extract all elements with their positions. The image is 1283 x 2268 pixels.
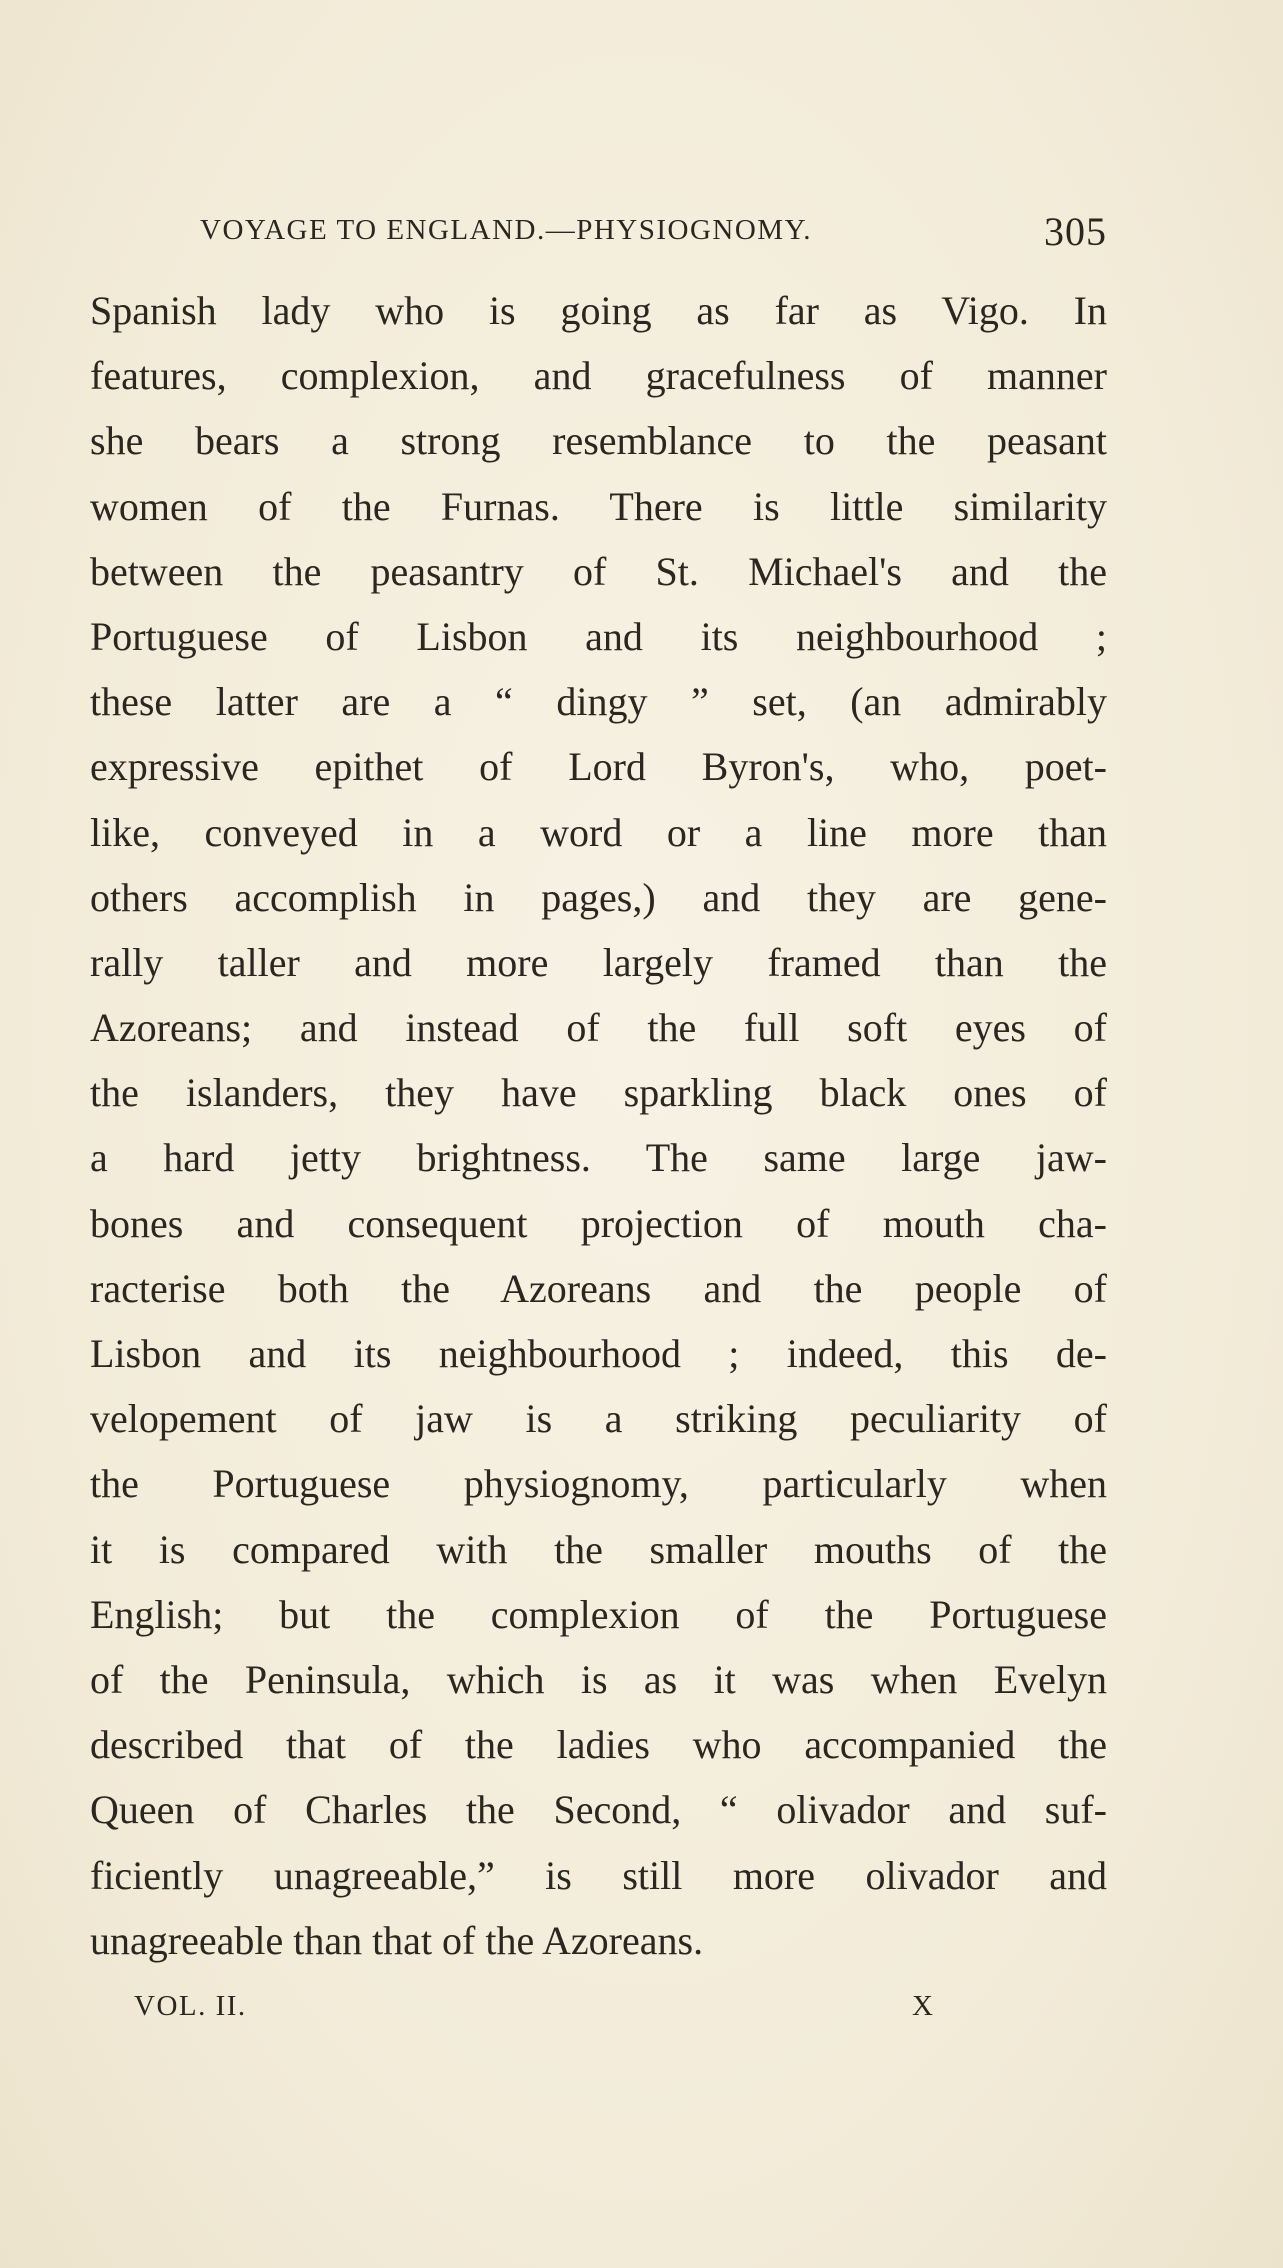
text-line: expressive epithet of Lord Byron's, who, poet- <box>90 744 1107 790</box>
running-title: VOYAGE TO ENGLAND.—PHYSIOGNOMY. <box>200 214 813 246</box>
signature-mark: X <box>912 1990 933 2022</box>
body-text <box>90 278 1107 1973</box>
text-line: the islanders, they have sparkling black ones of <box>90 1070 1107 1116</box>
text-line: velopement of jaw is a striking peculiarity of <box>90 1396 1107 1442</box>
text-line: Azoreans; and instead of the full soft eyes of <box>90 1005 1107 1051</box>
volume-label: VOL. II. <box>134 1990 247 2022</box>
text-line: it is compared with the smaller mouths of the <box>90 1526 1107 1572</box>
text-line: ficiently unagreeable,” is still more olivador and <box>90 1852 1107 1898</box>
text-line: Queen of Charles the Second, “ olivador and suf- <box>90 1787 1107 1833</box>
text-line: these latter are a “ dingy ” set, (an admirably <box>90 679 1107 725</box>
text-line: unagreeable than that of the Azoreans. <box>90 1917 704 1963</box>
text-line: between the peasantry of St. Michael's and the <box>90 548 1107 594</box>
text-line: rally taller and more largely framed than the <box>90 939 1107 985</box>
text-line: a hard jetty brightness. The same large jaw- <box>90 1135 1107 1181</box>
text-line: Spanish lady who is going as far as Vigo. In <box>90 288 1107 333</box>
text-line: the Portuguese physiognomy, particularly when <box>90 1461 1107 1507</box>
text-line: she bears a strong resemblance to the peasant <box>90 418 1107 464</box>
page-number: 305 <box>1044 209 1107 254</box>
running-head <box>90 208 1107 268</box>
text-line: others accomplish in pages,) and they are gene- <box>90 874 1107 920</box>
page-footer <box>90 1990 1107 2040</box>
text-line: features, complexion, and gracefulness of manner <box>90 353 1107 399</box>
text-line: Lisbon and its neighbourhood ; indeed, this de- <box>90 1331 1107 1376</box>
text-line: English; but the complexion of the Portuguese <box>90 1591 1107 1637</box>
text-line: of the Peninsula, which is as it was when Evelyn <box>90 1656 1107 1702</box>
text-line: bones and consequent projection of mouth cha- <box>90 1200 1107 1246</box>
text-line: Portuguese of Lisbon and its neighbourhood ; <box>90 613 1107 659</box>
text-line: women of the Furnas. There is little similarity <box>90 483 1107 529</box>
text-line: described that of the ladies who accompanied the <box>90 1722 1107 1768</box>
text-line: racterise both the Azoreans and the people of <box>90 1265 1107 1311</box>
text-line: like, conveyed in a word or a line more than <box>90 809 1107 855</box>
